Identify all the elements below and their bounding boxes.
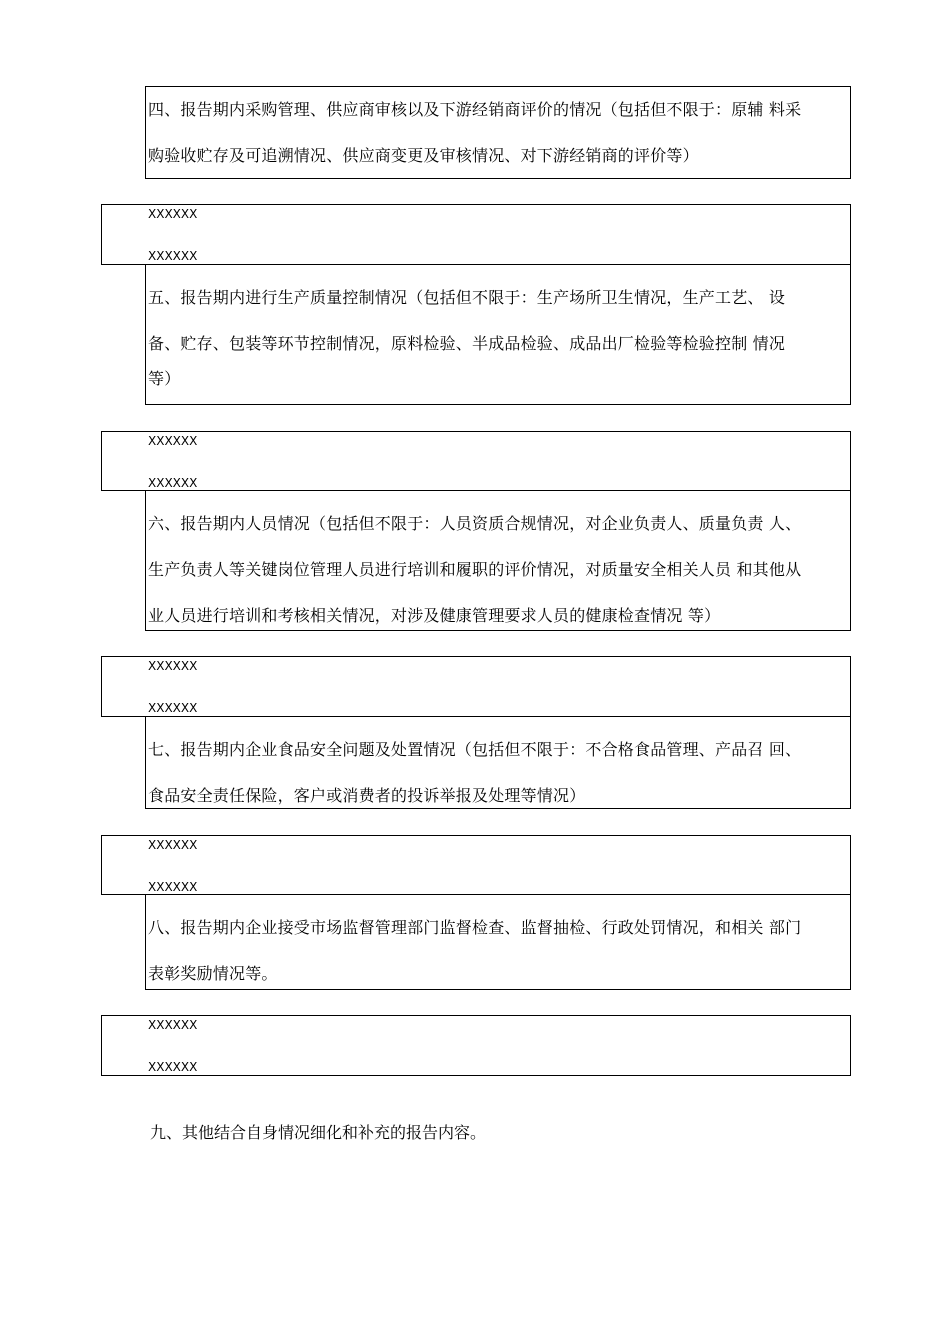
section-7-question-line: 七、报告期内企业食品安全问题及处置情况（包括但不限于：不合格食品管理、产品召 回、 xyxy=(148,740,802,759)
section-5-question-box xyxy=(145,264,851,405)
section-4-answer-box[interactable] xyxy=(101,204,851,265)
section-6-question-line: 业人员进行培训和考核相关情况，对涉及健康管理要求人员的健康检查情况 等） xyxy=(148,606,721,625)
section-4-question-line: 四、报告期内采购管理、供应商审核以及下游经销商评价的情况（包括但不限于：原辅 料采 xyxy=(148,100,802,119)
section-7-answer-box[interactable] xyxy=(101,835,851,895)
section-4-question-box xyxy=(145,86,851,179)
section-5-answer-line: XXXXXX xyxy=(148,434,198,448)
section-6-answer-line: XXXXXX xyxy=(148,701,198,715)
section-7-question-line: 食品安全责任保险，客户或消费者的投诉举报及处理等情况） xyxy=(148,786,586,805)
section-6-question-line: 生产负责人等关键岗位管理人员进行培训和履职的评价情况，对质量安全相关人员 和其他从 xyxy=(148,560,802,579)
section-8-question-line: 表彰奖励情况等。 xyxy=(148,964,278,983)
closing-text: 九、其他结合自身情况细化和补充的报告内容。 xyxy=(150,1123,487,1142)
section-6-question-line: 六、报告期内人员情况（包括但不限于：人员资质合规情况，对企业负责人、质量负责 人、 xyxy=(148,514,802,533)
section-5-question-line: 备、贮存、包装等环节控制情况，原料检验、半成品检验、成品出厂检验等检验控制 情况 xyxy=(148,334,786,353)
section-6-answer-box[interactable] xyxy=(101,656,851,717)
section-7-answer-line: XXXXXX xyxy=(148,838,198,852)
section-6-answer-line: XXXXXX xyxy=(148,659,198,673)
section-7-answer-line: XXXXXX xyxy=(148,880,198,894)
section-4-answer-line: XXXXXX xyxy=(148,249,198,263)
section-6-question-box xyxy=(145,490,851,631)
section-8-answer-box[interactable] xyxy=(101,1015,851,1076)
section-5-answer-line: XXXXXX xyxy=(148,476,198,490)
section-4-question-line: 购验收贮存及可追溯情况、供应商变更及审核情况、对下游经销商的评价等） xyxy=(148,146,699,165)
section-7-question-box xyxy=(145,716,851,809)
section-8-question-box xyxy=(145,894,851,990)
section-5-question-line: 等） xyxy=(148,369,181,388)
section-5-question-line: 五、报告期内进行生产质量控制情况（包括但不限于：生产场所卫生情况，生产工艺、 设 xyxy=(148,288,786,307)
section-5-answer-box[interactable] xyxy=(101,431,851,491)
section-8-answer-line: XXXXXX xyxy=(148,1018,198,1032)
section-4-answer-line: XXXXXX xyxy=(148,207,198,221)
section-8-answer-line: XXXXXX xyxy=(148,1060,198,1074)
section-8-question-line: 八、报告期内企业接受市场监督管理部门监督检查、监督抽检、行政处罚情况，和相关 部门 xyxy=(148,918,802,937)
